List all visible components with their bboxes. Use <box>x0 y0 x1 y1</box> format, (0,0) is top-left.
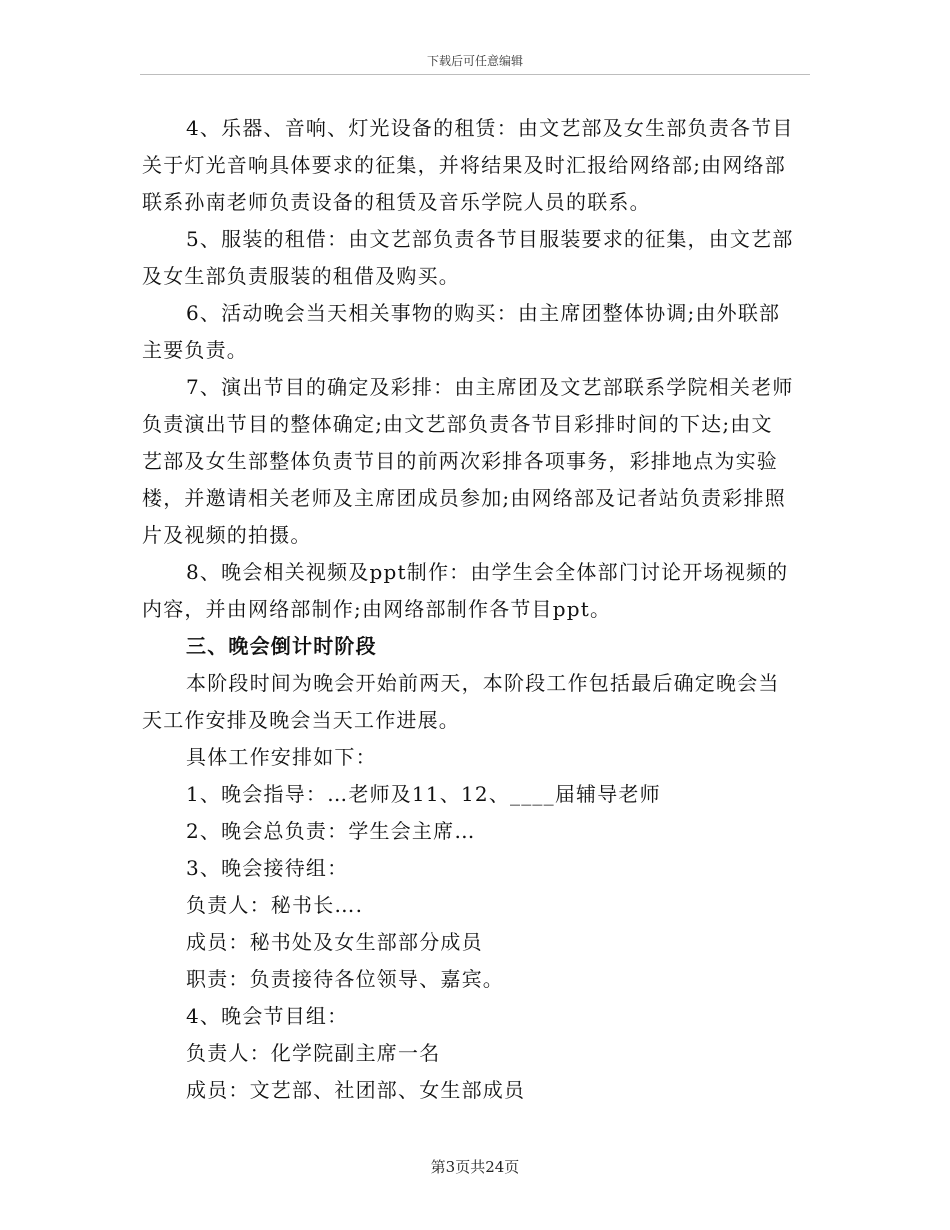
text-line: 3、晚会接待组： <box>186 856 349 880</box>
header-divider <box>140 74 810 75</box>
text-line: 8、晚会相关视频及ppt制作：由学生会全体部门讨论开场视频的 <box>186 560 789 584</box>
text-line: 具体工作安排如下： <box>186 745 377 769</box>
text-line: 天工作安排及晚会当天工作进展。 <box>142 708 460 732</box>
text-line: 职责：负责接待各位领导、嘉宾。 <box>186 967 504 991</box>
text-line: 楼，并邀请相关老师及主席团成员参加;由网络部及记者站负责彩排照 <box>142 486 786 510</box>
text-line: 关于灯光音响具体要求的征集，并将结果及时汇报给网络部;由网络部 <box>142 153 786 177</box>
text-line: 2、晚会总负责：学生会主席… <box>186 819 476 843</box>
text-line: 7、演出节目的确定及彩排：由主席团及文艺部联系学院相关老师 <box>186 375 794 399</box>
text-line: 成员：文艺部、社团部、女生部成员 <box>186 1078 526 1102</box>
text-line: 艺部及女生部整体负责节目的前两次彩排各项事务，彩排地点为实验 <box>142 449 778 473</box>
page-footer: 第3页共24页 <box>430 1158 520 1176</box>
text-line: 4、晚会节目组： <box>186 1004 349 1028</box>
text-line: 本阶段时间为晚会开始前两天，本阶段工作包括最后确定晚会当 <box>186 671 780 695</box>
text-line: 及女生部负责服装的租借及购买。 <box>142 264 460 288</box>
text-line: 6、活动晚会当天相关事物的购买：由主席团整体协调;由外联部 <box>186 301 781 325</box>
text-line: 成员：秘书处及女生部部分成员 <box>186 930 483 954</box>
text-line: 负责人：秘书长…. <box>186 893 364 917</box>
text-line: 片及视频的拍摄。 <box>142 523 312 547</box>
text-line: 内容，并由网络部制作;由网络部制作各节目ppt。 <box>142 597 612 621</box>
section-heading: 三、晚会倒计时阶段 <box>186 634 377 658</box>
text-line: 负责人：化学院副主席一名 <box>186 1041 441 1065</box>
text-line: 负责演出节目的整体确定;由文艺部负责各节目彩排时间的下达;由文 <box>142 412 773 436</box>
text-line: 1、晚会指导：…老师及11、12、____届辅导老师 <box>186 782 661 806</box>
page-header: 下载后可任意编辑 <box>426 54 523 68</box>
text-line: 主要负责。 <box>142 338 248 362</box>
document-body <box>142 110 808 1109</box>
text-line: 5、服装的租借：由文艺部负责各节目服装要求的征集，由文艺部 <box>186 227 794 251</box>
text-line: 联系孙南老师负责设备的租赁及音乐学院人员的联系。 <box>142 190 651 214</box>
text-line: 4、乐器、音响、灯光设备的租赁：由文艺部及女生部负责各节目 <box>186 116 794 140</box>
